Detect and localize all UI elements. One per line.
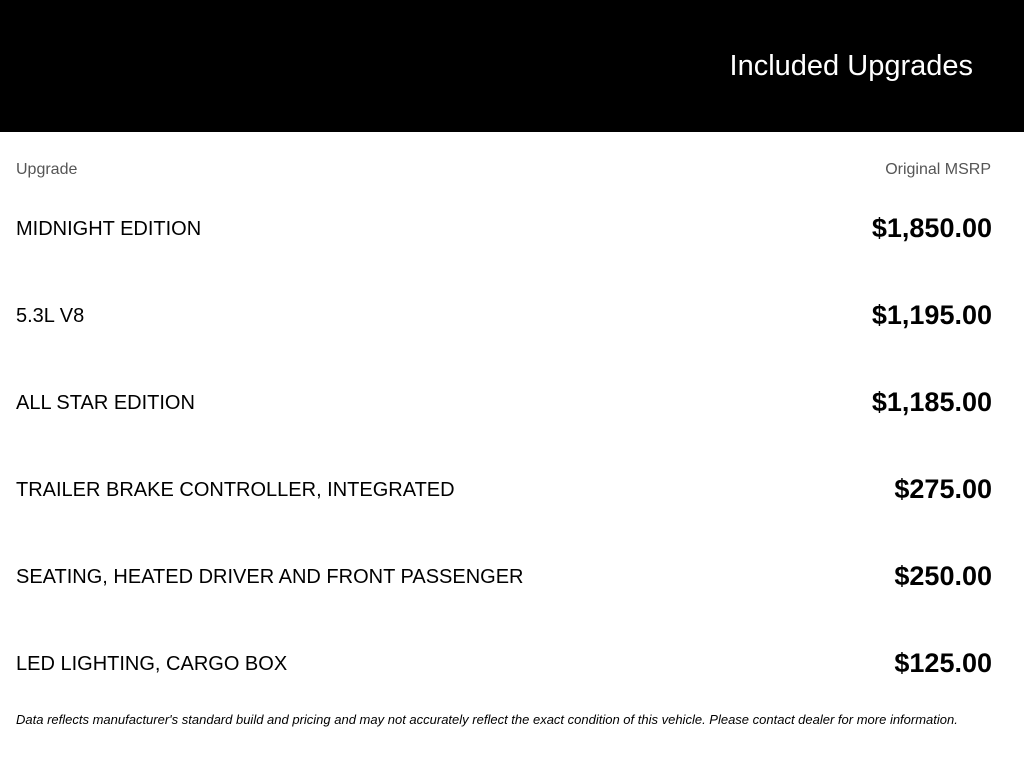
upgrade-price: $1,185.00 xyxy=(871,387,992,417)
upgrade-name: TRAILER BRAKE CONTROLLER, INTEGRATED xyxy=(16,479,455,501)
upgrade-name: ALL STAR EDITION xyxy=(16,392,195,414)
upgrade-column-header: Upgrade xyxy=(16,161,78,178)
header-bar xyxy=(0,0,1024,132)
upgrade-row xyxy=(0,619,1024,706)
upgrade-price: $1,195.00 xyxy=(871,300,992,330)
upgrade-row xyxy=(0,445,1024,532)
upgrade-row xyxy=(0,532,1024,619)
upgrade-name: LED LIGHTING, CARGO BOX xyxy=(16,653,288,675)
page-title: Included Upgrades xyxy=(729,50,973,82)
upgrade-name: SEATING, HEATED DRIVER AND FRONT PASSENGER xyxy=(16,566,524,588)
msrp-column-header: Original MSRP xyxy=(885,161,991,178)
upgrade-row xyxy=(0,358,1024,445)
upgrade-price: $125.00 xyxy=(894,648,992,678)
upgrade-price: $250.00 xyxy=(894,561,992,591)
upgrade-price: $1,850.00 xyxy=(871,213,992,243)
upgrade-row xyxy=(0,184,1024,271)
upgrade-name: 5.3L V8 xyxy=(16,305,85,327)
upgrade-price: $275.00 xyxy=(894,474,992,504)
upgrade-row xyxy=(0,271,1024,358)
upgrade-name: MIDNIGHT EDITION xyxy=(16,218,202,240)
disclaimer-text: Data reflects manufacturer's standard build and pricing and may not accurately reflect the exact condition of this vehicle. Please contact dealer for more information. xyxy=(16,712,958,727)
